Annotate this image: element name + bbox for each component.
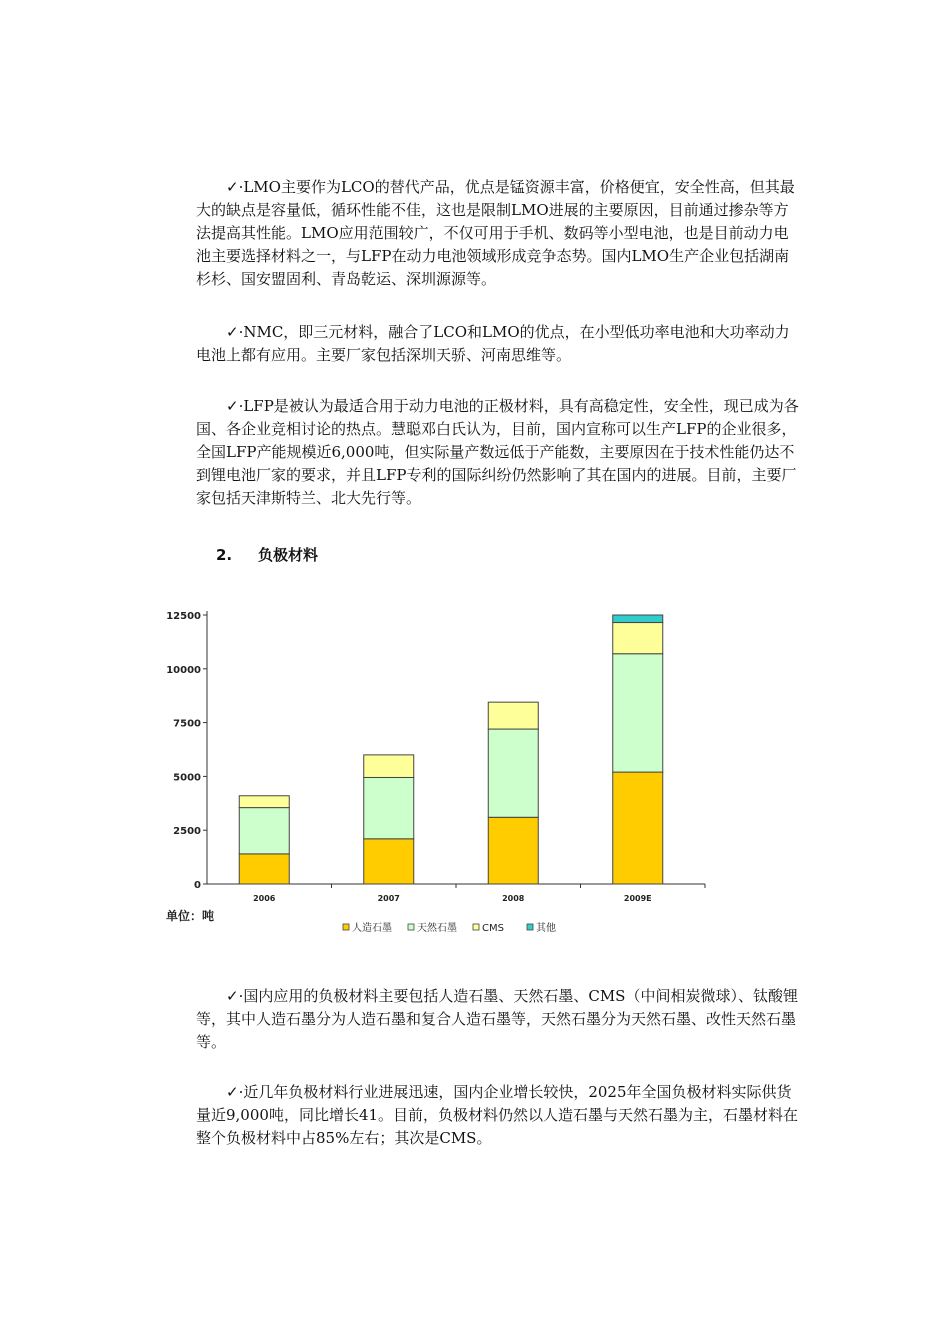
section-title: 负极材料 — [258, 546, 319, 564]
check-mark: ✓· — [226, 987, 244, 1005]
paragraph-text: 近几年负极材料行业进展迅速，国内企业增长较快，2025年全国负极材料实际供货量近9,000吨，同比增长41。目前，负极材料仍然以人造石墨与天然石墨为主，石墨材料在整个负极材料中占85%左右；其次是CMS。 — [196, 1083, 799, 1147]
bar-segment — [364, 755, 414, 778]
section-heading — [216, 544, 318, 565]
check-mark: ✓· — [226, 323, 244, 341]
anode-material-chart — [150, 600, 730, 945]
legend-swatch — [473, 924, 479, 930]
legend-label: CMS — [482, 923, 504, 934]
bar-segment — [613, 623, 663, 654]
paragraph-nmc — [196, 321, 800, 367]
y-tick-label: 10000 — [166, 664, 201, 676]
paragraph-text: LFP是被认为最适合用于动力电池的正极材料，具有高稳定性，安全性，现已成为各国、各企业竞相讨论的热点。慧聪邓白氏认为，目前，国内宣称可以生产LFP的企业很多，全国LFP产能规模近6,000吨，但实际量产数远低于产能数，主要原因在于技术性能仍达不到锂电池厂家的要求，并且LFP专利的国际纠纷仍然影响了其在国内的进展。目前，主要厂家包括天津斯特兰、北大先行等。 — [196, 397, 799, 507]
y-tick-label: 2500 — [173, 826, 201, 838]
bar-segment — [613, 615, 663, 623]
paragraph-anode-growth — [196, 1081, 800, 1150]
y-tick-label: 5000 — [173, 772, 201, 784]
x-tick-label: 2006 — [253, 894, 276, 903]
check-mark: ✓· — [226, 178, 244, 196]
bar-segment — [364, 777, 414, 838]
bar-segment — [613, 772, 663, 884]
check-mark: ✓· — [226, 397, 244, 415]
paragraph-text: LMO主要作为LCO的替代产品，优点是锰资源丰富，价格便宜，安全性高，但其最大的缺点是容量低，循环性能不佳，这也是限制LMO进展的主要原因，目前通过掺杂等方法提高其性能。LMO应用范围较广，不仅可用于手机、数码等小型电池，也是目前动力电池主要选择材料之一，与LFP在动力电池领域形成竞争态势。国内LMO生产企业包括湖南杉杉、国安盟固利、青岛乾运、深圳源源等。 — [196, 178, 795, 288]
x-tick-label: 2008 — [502, 894, 525, 903]
bar-segment — [488, 702, 538, 729]
bar-segment — [488, 729, 538, 817]
x-tick-label: 2009E — [623, 894, 652, 903]
paragraph-lfp — [196, 395, 800, 510]
bar-segment — [239, 808, 289, 854]
legend-swatch — [527, 924, 533, 930]
paragraph-text: NMC，即三元材料，融合了LCO和LMO的优点，在小型低功率电池和大功率动力电池上都有应用。主要厂家包括深圳天骄、河南思维等。 — [196, 323, 790, 364]
bar-segment — [364, 839, 414, 884]
paragraph-anode-types — [196, 985, 800, 1054]
paragraph-lmo — [196, 176, 800, 291]
paragraph-text: 国内应用的负极材料主要包括人造石墨、天然石墨、CMS（中间相炭微球）、钛酸锂等，其中人造石墨分为人造石墨和复合人造石墨等，天然石墨分为天然石墨、改性天然石墨等。 — [196, 987, 798, 1051]
unit-label: 单位：吨 — [166, 909, 215, 923]
bar-segment — [488, 817, 538, 884]
bar-segment — [239, 796, 289, 808]
legend-label: 人造石墨 — [352, 923, 392, 934]
section-number: 2. — [216, 546, 233, 564]
y-tick-label: 7500 — [173, 718, 201, 730]
legend-label: 其他 — [536, 923, 556, 934]
y-tick-label: 12500 — [166, 611, 201, 622]
bar-segment — [239, 854, 289, 884]
legend-swatch — [408, 924, 414, 930]
x-tick-label: 2007 — [377, 894, 400, 903]
legend-swatch — [343, 924, 349, 930]
y-tick-label: 0 — [194, 880, 201, 891]
bar-segment — [613, 654, 663, 772]
legend-label: 天然石墨 — [417, 923, 457, 934]
check-mark: ✓· — [226, 1083, 244, 1101]
